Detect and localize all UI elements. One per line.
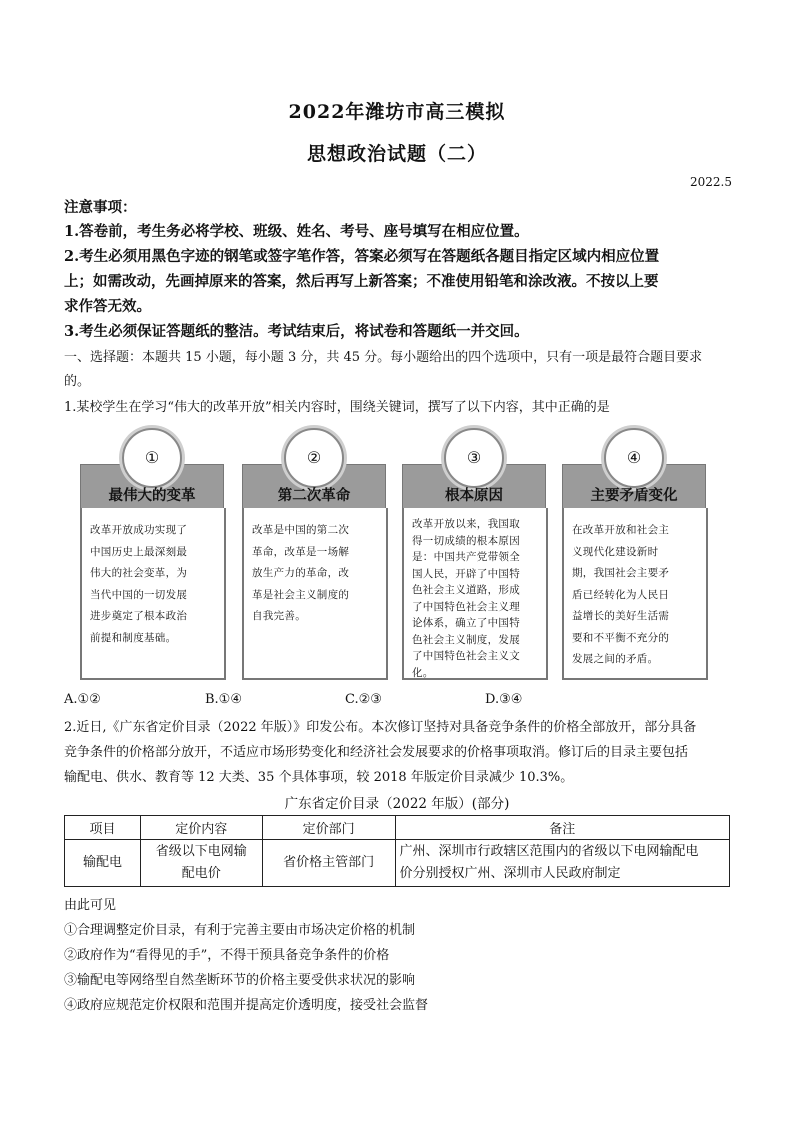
card-text	[412, 516, 536, 681]
notice-item: 求作答无效。	[64, 298, 151, 315]
section-intro: 一、选择题：本题共 15 小题，每小题 3 分，共 45 分。每小题给出的四个选项中，只有一项是最符合题目要求	[64, 350, 703, 365]
card-2	[242, 428, 386, 684]
notice-item: 3.考生必须保证答题纸的整洁。考试结束后，将试卷和答题纸一并交回。	[64, 323, 529, 340]
question-1-figure	[80, 428, 720, 684]
table-row	[65, 840, 730, 887]
card-text-line: 革是社会主义制度的	[252, 588, 350, 601]
card-number: ②	[284, 428, 344, 488]
price-table	[64, 815, 730, 887]
option-a[interactable]: A.①②	[64, 692, 101, 707]
card-text-line: 益增长的美好生活需	[572, 610, 670, 622]
table-header-cell: 定价部门	[262, 816, 395, 840]
card-text-line: 是：中国共产党带领全	[412, 551, 520, 563]
question-2-stem-cont: 输配电、供水、教育等 12 大类、35 个具体事项，较 2018 年版定价目录减少 10.3%。	[64, 770, 574, 785]
card-text-line: 进步奠定了根本政治	[90, 610, 188, 622]
choice-2: ②政府作为“看得见的手”，不得干预具备竞争条件的价格	[64, 948, 390, 963]
card-text-line: 放生产力的革命，改	[252, 567, 350, 579]
notice-item: 2.考生必须用黑色字迹的钢笔或签字笔作答，答案必须写在答题纸各题目指定区域内相应位置	[64, 248, 660, 265]
card-text-line: 在改革开放和社会主	[572, 524, 670, 536]
card-text	[90, 520, 214, 649]
card-3	[402, 428, 546, 684]
card-text	[252, 520, 376, 628]
card-text-line: 了中国特色社会主义理	[412, 600, 520, 613]
section-intro-cont: 的。	[64, 374, 91, 389]
card-text-line: 盾已经转化为人民日	[572, 588, 670, 601]
table-cell-note	[395, 840, 730, 887]
table-header-cell: 定价内容	[140, 816, 262, 840]
card-text-line: 前提和制度基础。	[90, 631, 177, 644]
card-text-line: 发展之间的矛盾。	[572, 653, 659, 665]
card-text-line: 色社会主义制度，发展	[412, 633, 520, 646]
card-text-line: 中国历史上最深刻最	[90, 545, 188, 558]
card-number: ①	[122, 428, 182, 488]
card-text-line: 期，我国社会主要矛	[572, 567, 670, 579]
card-title: 主要矛盾变化	[590, 488, 678, 504]
option-c[interactable]: C.②③	[345, 692, 382, 707]
card-text-line: 改革开放以来，我国取	[412, 518, 520, 530]
exam-title: 2022年潍坊市高三模拟	[288, 101, 506, 123]
exam-subtitle: 思想政治试题（二）	[306, 143, 487, 165]
card-1	[80, 428, 224, 684]
table-header-cell: 备注	[395, 816, 730, 840]
card-text-line: 自我完善。	[252, 610, 306, 622]
card-text-line: 革命，改革是一场解	[252, 545, 350, 558]
card-text-line: 改革开放成功实现了	[90, 524, 188, 536]
cell-line: 配电价	[181, 866, 221, 881]
notice-item: 1.答卷前，考生务必将学校、班级、姓名、考号、座号填写在相应位置。	[64, 223, 529, 240]
table-caption: 广东省定价目录（2022 年版）(部分)	[284, 796, 510, 812]
cell-line: 省级以下电网输	[155, 844, 247, 859]
question-1-stem: 1.某校学生在学习“伟大的改革开放”相关内容时，围绕关键词，撰写了以下内容，其中正确的是	[64, 400, 610, 415]
notice-item: 上；如需改动，先画掉原来的答案，然后再写上新答案；不准使用铅笔和涂改液。不按以上要	[64, 273, 659, 290]
notice-heading: 注意事项：	[64, 199, 137, 216]
card-text-line: 当代中国的一切发展	[90, 588, 188, 601]
card-title: 根本原因	[445, 488, 503, 504]
card-title: 最伟大的变革	[108, 488, 196, 504]
card-text-line: 伟大的社会变革，为	[90, 567, 188, 579]
card-text-line: 了中国特色社会主义文	[412, 650, 520, 662]
exam-date: 2022.5	[690, 175, 732, 189]
table-cell-item: 输配电	[65, 840, 141, 887]
question-2-stem-cont: 竞争条件的价格部分放开，不适应市场形势变化和经济社会发展要求的价格事项取消。修订后的目录主要包括	[64, 745, 689, 760]
card-text-line: 改革是中国的第二次	[252, 524, 350, 536]
card-text-line: 义现代化建设新时	[572, 545, 659, 558]
option-b[interactable]: B.①④	[205, 692, 242, 707]
table-header-cell: 项目	[65, 816, 141, 840]
card-text-line: 化。	[412, 666, 434, 679]
table-cell-content	[140, 840, 262, 887]
cell-line: 价分别授权广州、深圳市人民政府制定	[399, 866, 621, 881]
option-d[interactable]: D.③④	[485, 692, 523, 707]
card-number: ④	[604, 428, 664, 488]
card-text-line: 得一切成绩的根本原因	[412, 534, 520, 547]
table-cell-dept: 省价格主管部门	[262, 840, 395, 887]
choice-3: ③输配电等网络型自然垄断环节的价格主要受供求状况的影响	[64, 973, 416, 988]
cell-line: 广州、深圳市行政辖区范围内的省级以下电网输配电	[399, 844, 699, 859]
card-text-line: 论体系，确立了中国特	[412, 617, 520, 629]
question-2-stem: 2.近日,《广东省定价目录（2022 年版）》印发公布。本次修订坚持对具备竞争条件的价格全部放开，部分具备	[64, 720, 697, 735]
card-title: 第二次革命	[277, 488, 351, 504]
card-text-line: 要和不平衡不充分的	[572, 631, 670, 644]
choice-4: ④政府应规范定价权限和范围并提高定价透明度，接受社会监督	[64, 998, 429, 1013]
card-text-line: 国人民，开辟了中国特	[412, 567, 520, 580]
card-4	[562, 428, 706, 684]
card-text-line: 色社会主义道路，形成	[412, 584, 520, 596]
card-text	[572, 520, 696, 671]
card-number: ③	[444, 428, 504, 488]
choice-1: ①合理调整定价目录，有利于完善主要由市场决定价格的机制	[64, 923, 416, 938]
question-2-lead: 由此可见	[64, 898, 117, 913]
table-header-row	[65, 816, 730, 840]
